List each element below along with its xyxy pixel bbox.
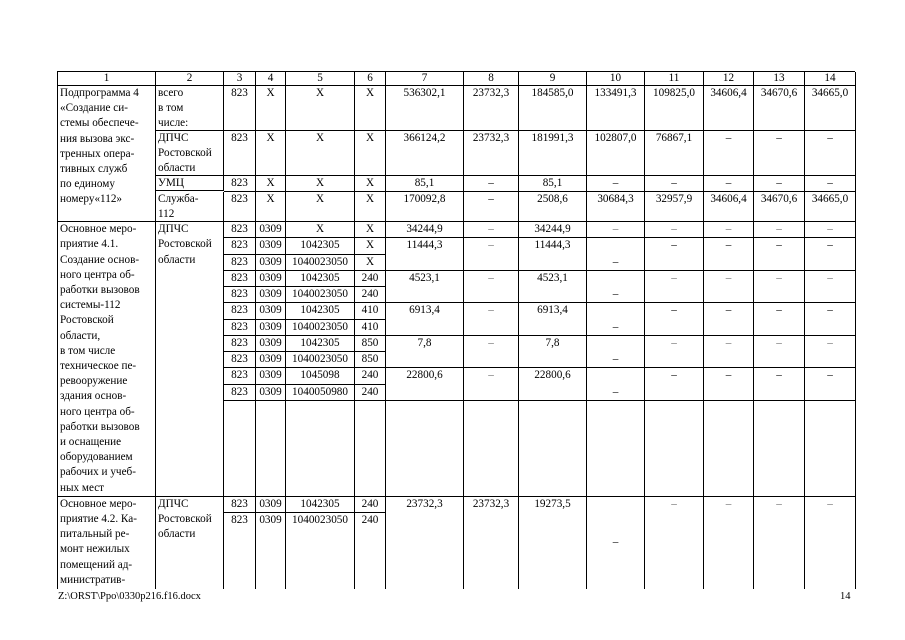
value-cell: –: [704, 368, 754, 401]
value-cell: –: [645, 303, 704, 335]
code-cell: 240: [355, 287, 386, 303]
value-cell: Х: [286, 176, 355, 192]
value-cell: –: [754, 303, 805, 335]
code-cell: 823: [224, 287, 256, 303]
value-cell: 34670,6: [754, 86, 805, 131]
value-cell: –: [587, 222, 645, 238]
value-cell: Х: [286, 192, 355, 222]
value-cell: 184585,0: [519, 86, 587, 131]
value-cell: Х: [355, 131, 386, 176]
value-cell: –: [754, 497, 805, 589]
value-cell: 2508,6: [519, 192, 587, 222]
header-cell-1: 1: [58, 72, 156, 86]
value-cell: 30684,3: [587, 192, 645, 222]
value-cell: 7,8: [386, 336, 464, 368]
value-cell: 6913,4: [386, 303, 464, 335]
value-cell: –: [704, 238, 754, 270]
header-cell-13: 13: [754, 72, 805, 86]
value-cell: –: [704, 176, 754, 192]
value-cell: 7,8: [519, 336, 587, 368]
code-cell: 1040023050: [286, 255, 355, 271]
value-cell: –: [754, 176, 805, 192]
code-cell: Х: [355, 255, 386, 271]
value-cell: 6913,4: [519, 303, 587, 335]
header-cell-3: 3: [224, 72, 256, 86]
code-cell: 823: [224, 320, 256, 336]
code-cell: 823: [224, 271, 256, 287]
code-cell: 240: [355, 368, 386, 384]
value-cell: –: [805, 271, 856, 303]
empty-cell: [464, 401, 519, 497]
code-cell: 0309: [256, 368, 286, 384]
budget-table: [57, 71, 855, 589]
code-cell: 0309: [256, 271, 286, 287]
empty-cell: [704, 401, 754, 497]
code-cell: 0309: [256, 303, 286, 319]
code-cell: 410: [355, 320, 386, 336]
value-cell: –: [464, 303, 519, 335]
code-cell: 823: [224, 497, 256, 513]
value-cell: –: [645, 368, 704, 401]
value-cell: 0309: [256, 222, 286, 238]
header-cell-4: 4: [256, 72, 286, 86]
measure-4-2-name: Основное меро- приятие 4.2. Ка- питальный ре- монт нежилых помещений ад- министратив-: [58, 497, 156, 589]
code-cell: 1042305: [286, 336, 355, 352]
value-cell: –: [805, 368, 856, 401]
value-cell: Х: [256, 86, 286, 131]
value-cell: Х: [355, 222, 386, 238]
code-cell: 823: [224, 513, 256, 589]
value-cell: 823: [224, 222, 256, 238]
value-cell: 34670,6: [754, 192, 805, 222]
value-cell: –: [704, 303, 754, 335]
value-cell: 23732,3: [386, 497, 464, 589]
value-cell: –: [704, 497, 754, 589]
code-cell: 1040050980: [286, 385, 355, 401]
value-cell: 4523,1: [386, 271, 464, 303]
value-cell: –: [645, 238, 704, 270]
value-cell: –: [704, 271, 754, 303]
value-cell: 181991,3: [519, 131, 587, 176]
value-cell: –: [754, 131, 805, 176]
value-cell: –: [805, 176, 856, 192]
value-cell: Х: [355, 86, 386, 131]
value-cell: 823: [224, 86, 256, 131]
value-cell: –: [464, 192, 519, 222]
table-grid: [57, 71, 855, 589]
value-cell: –: [645, 176, 704, 192]
header-cell-11: 11: [645, 72, 704, 86]
code-cell: 1042305: [286, 271, 355, 287]
code-cell: 1042305: [286, 238, 355, 254]
value-cell: 823: [224, 131, 256, 176]
value-cell: –: [805, 497, 856, 589]
value-cell: Х: [286, 131, 355, 176]
code-cell: 410: [355, 303, 386, 319]
value-cell: 823: [224, 176, 256, 192]
code-cell: 0309: [256, 352, 286, 368]
value-cell: –: [464, 238, 519, 270]
value-cell: 34244,9: [386, 222, 464, 238]
value-cell: 22800,6: [386, 368, 464, 401]
empty-cell: [386, 401, 464, 497]
value-cell: Х: [286, 86, 355, 131]
value-cell: –: [645, 271, 704, 303]
empty-cell: [645, 401, 704, 497]
value-cell: –: [464, 271, 519, 303]
header-cell-6: 6: [355, 72, 386, 86]
value-cell: 85,1: [519, 176, 587, 192]
empty-cell: [805, 401, 856, 497]
value-cell: –: [754, 271, 805, 303]
code-cell: 1045098: [286, 368, 355, 384]
executor-cell: всего в том числе:: [156, 86, 224, 131]
value-cell: 536302,1: [386, 86, 464, 131]
code-cell: 240: [355, 271, 386, 287]
value-cell: 22800,6: [519, 368, 587, 401]
code-cell: 1040023050: [286, 320, 355, 336]
value-cell: 823: [224, 192, 256, 222]
value-cell: –: [704, 222, 754, 238]
value-cell: 4523,1: [519, 271, 587, 303]
value-cell: 34665,0: [805, 192, 856, 222]
value-cell: –: [754, 222, 805, 238]
code-cell: 0309: [256, 320, 286, 336]
value-cell: 11444,3: [519, 238, 587, 270]
value-cell: –: [587, 271, 645, 303]
code-cell: 240: [355, 385, 386, 401]
code-cell: 823: [224, 352, 256, 368]
code-cell: 0309: [256, 497, 286, 513]
value-cell: 170092,8: [386, 192, 464, 222]
measure-4-2-executor: ДПЧС Ростовской области: [156, 497, 224, 589]
subprogram-name: Подпрограмма 4 «Создание си- стемы обеспече- ния вызова экс- тренных опера- тивных служб по единому номеру«112»: [58, 86, 156, 222]
code-cell: 0309: [256, 287, 286, 303]
code-cell: 823: [224, 303, 256, 319]
value-cell: 23732,3: [464, 497, 519, 589]
code-cell: 0309: [256, 336, 286, 352]
empty-cell: [587, 401, 645, 497]
header-cell-12: 12: [704, 72, 754, 86]
code-cell: 0309: [256, 238, 286, 254]
measure-4-1-executor: ДПЧС Ростовской области: [156, 222, 224, 497]
header-cell-8: 8: [464, 72, 519, 86]
value-cell: –: [704, 131, 754, 176]
value-cell: 76867,1: [645, 131, 704, 176]
footer-page-number: 14: [840, 591, 851, 602]
value-cell: –: [464, 222, 519, 238]
value-cell: 34606,4: [704, 192, 754, 222]
measure-4-1-name: Основное меро- приятие 4.1. Создание основ- ного центра об- работки вызовов системы-112 Ростовской области, в том числе техническое пе- ревооружение здания основ- ного центра об- работки вызовов и оснащение оборудованием рабочих и учеб- ных мест: [58, 222, 156, 497]
value-cell: –: [754, 368, 805, 401]
code-cell: 823: [224, 385, 256, 401]
value-cell: –: [587, 497, 645, 589]
value-cell: 34244,9: [519, 222, 587, 238]
value-cell: 34606,4: [704, 86, 754, 131]
executor-cell: Служба- 112: [156, 192, 224, 222]
value-cell: 102807,0: [587, 131, 645, 176]
value-cell: 23732,3: [464, 131, 519, 176]
value-cell: –: [645, 336, 704, 368]
empty-cell: [286, 401, 355, 497]
value-cell: –: [805, 238, 856, 270]
code-cell: 823: [224, 336, 256, 352]
value-cell: –: [704, 336, 754, 368]
value-cell: 133491,3: [587, 86, 645, 131]
value-cell: 109825,0: [645, 86, 704, 131]
code-cell: 240: [355, 513, 386, 589]
code-cell: 850: [355, 336, 386, 352]
header-cell-5: 5: [286, 72, 355, 86]
executor-cell: ДПЧС Ростовской области: [156, 131, 224, 176]
value-cell: Х: [286, 222, 355, 238]
code-cell: 0309: [256, 255, 286, 271]
header-cell-10: 10: [587, 72, 645, 86]
code-cell: 823: [224, 368, 256, 384]
value-cell: –: [805, 131, 856, 176]
value-cell: Х: [355, 176, 386, 192]
value-cell: –: [805, 222, 856, 238]
footer-file-path: Z:\ORST\Ppo\0330p216.f16.docx: [58, 591, 201, 602]
value-cell: –: [587, 368, 645, 401]
value-cell: 34665,0: [805, 86, 856, 131]
value-cell: 366124,2: [386, 131, 464, 176]
empty-cell: [355, 401, 386, 497]
value-cell: Х: [256, 192, 286, 222]
value-cell: –: [645, 222, 704, 238]
value-cell: –: [464, 368, 519, 401]
header-cell-14: 14: [805, 72, 856, 86]
code-cell: 1042305: [286, 303, 355, 319]
value-cell: –: [754, 336, 805, 368]
value-cell: –: [464, 176, 519, 192]
value-cell: 32957,9: [645, 192, 704, 222]
code-cell: 1040023050: [286, 513, 355, 589]
empty-cell: [519, 401, 587, 497]
empty-cell: [256, 401, 286, 497]
code-cell: 1040023050: [286, 287, 355, 303]
value-cell: –: [587, 176, 645, 192]
value-cell: 11444,3: [386, 238, 464, 270]
value-cell: Х: [256, 131, 286, 176]
header-cell-7: 7: [386, 72, 464, 86]
value-cell: –: [587, 238, 645, 270]
empty-cell: [754, 401, 805, 497]
value-cell: –: [645, 497, 704, 589]
code-cell: 240: [355, 497, 386, 513]
value-cell: –: [587, 303, 645, 335]
empty-cell: [224, 401, 256, 497]
executor-cell: УМЦ: [156, 176, 224, 191]
code-cell: 0309: [256, 513, 286, 589]
value-cell: –: [754, 238, 805, 270]
code-cell: 1040023050: [286, 352, 355, 368]
code-cell: 823: [224, 238, 256, 254]
value-cell: –: [464, 336, 519, 368]
value-cell: 23732,3: [464, 86, 519, 131]
value-cell: –: [805, 336, 856, 368]
value-cell: 19273,5: [519, 497, 587, 589]
code-cell: 823: [224, 255, 256, 271]
header-cell-2: 2: [156, 72, 224, 86]
code-cell: 0309: [256, 385, 286, 401]
header-cell-9: 9: [519, 72, 587, 86]
value-cell: –: [805, 303, 856, 335]
code-cell: 1042305: [286, 497, 355, 513]
code-cell: Х: [355, 238, 386, 254]
value-cell: Х: [256, 176, 286, 192]
value-cell: Х: [355, 192, 386, 222]
code-cell: 850: [355, 352, 386, 368]
value-cell: –: [587, 336, 645, 368]
value-cell: 85,1: [386, 176, 464, 192]
